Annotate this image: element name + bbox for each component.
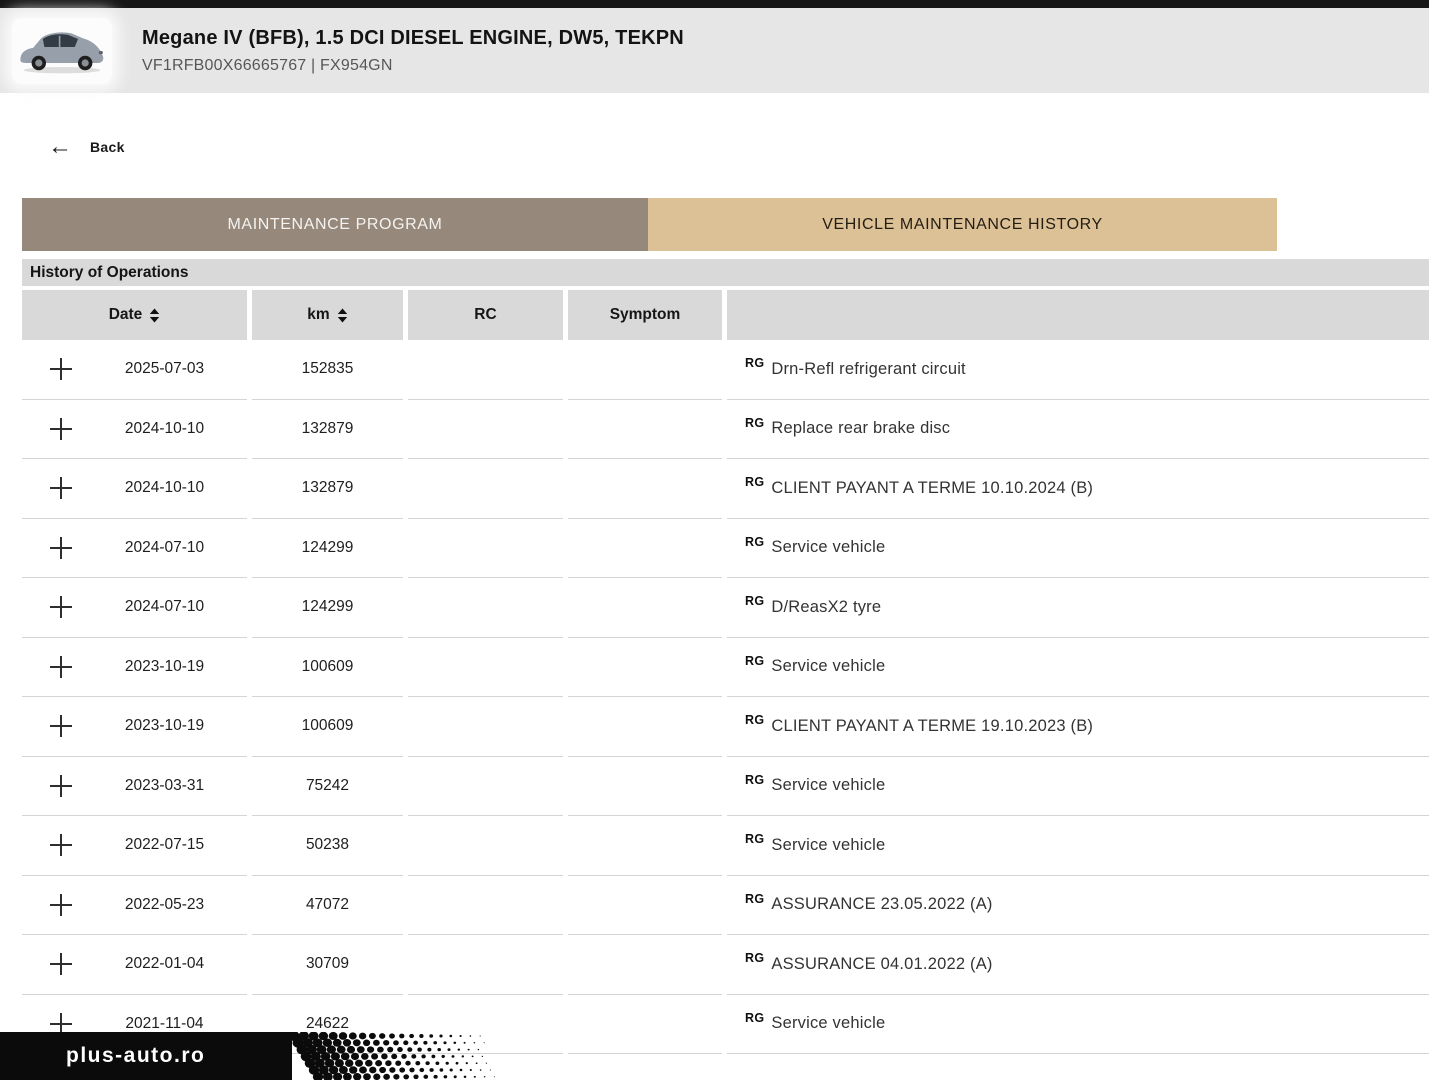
tab-bar <box>22 198 1429 251</box>
rg-tag: RG <box>745 475 765 490</box>
plus-icon <box>50 477 72 499</box>
row-description: Service vehicle <box>771 657 886 676</box>
row-symptom <box>568 638 722 698</box>
row-km: 100609 <box>301 717 354 735</box>
row-date: 2024-10-10 <box>124 419 205 437</box>
tab-maintenance-program[interactable]: MAINTENANCE PROGRAM <box>22 198 648 251</box>
table-body <box>22 340 1429 1054</box>
row-description: Service vehicle <box>771 1014 886 1033</box>
rg-tag: RG <box>745 415 765 430</box>
table-row <box>22 638 1429 698</box>
table-row <box>22 578 1429 638</box>
row-symptom <box>568 935 722 995</box>
table-row <box>22 459 1429 519</box>
row-km: 132879 <box>301 419 354 437</box>
footer-logo-bar <box>0 1032 292 1080</box>
row-rc <box>408 459 563 519</box>
expand-row-button[interactable] <box>50 477 96 499</box>
plus-icon <box>50 953 72 975</box>
row-description: Service vehicle <box>771 776 886 795</box>
column-header-description <box>727 290 1429 340</box>
plus-icon <box>50 537 72 559</box>
row-symptom <box>568 340 722 400</box>
vehicle-header <box>0 8 1429 93</box>
row-rc <box>408 519 563 579</box>
row-rc <box>408 876 563 936</box>
row-symptom <box>568 459 722 519</box>
row-description: Service vehicle <box>771 835 886 854</box>
expand-row-button[interactable] <box>50 775 96 797</box>
row-description: CLIENT PAYANT A TERME 10.10.2024 (B) <box>771 478 1094 497</box>
section-title: History of Operations <box>30 263 189 281</box>
table-row <box>22 757 1429 817</box>
sort-icon <box>149 308 160 323</box>
row-km: 24622 <box>305 1014 350 1032</box>
car-side-view-image <box>14 23 110 79</box>
column-header-symptom: Symptom <box>568 290 722 340</box>
expand-row-button[interactable] <box>50 537 96 559</box>
row-symptom <box>568 400 722 460</box>
expand-row-button[interactable] <box>50 715 96 737</box>
row-description: Service vehicle <box>771 538 886 557</box>
sort-icon <box>337 308 348 323</box>
row-rc <box>408 757 563 817</box>
row-km: 30709 <box>305 955 350 973</box>
row-km: 47072 <box>305 895 350 913</box>
row-symptom <box>568 757 722 817</box>
rg-tag: RG <box>745 1010 765 1025</box>
row-km: 132879 <box>301 479 354 497</box>
expand-row-button[interactable] <box>50 656 96 678</box>
row-symptom <box>568 519 722 579</box>
plus-icon <box>50 656 72 678</box>
row-date: 2021-11-04 <box>125 1014 204 1032</box>
row-rc <box>408 400 563 460</box>
row-rc <box>408 340 563 400</box>
row-km: 152835 <box>301 360 354 378</box>
row-rc <box>408 638 563 698</box>
expand-row-button[interactable] <box>50 418 96 440</box>
plus-icon <box>50 358 72 380</box>
table-row <box>22 876 1429 936</box>
back-label: Back <box>90 139 125 155</box>
row-km: 100609 <box>301 657 354 675</box>
row-date: 2023-03-31 <box>124 776 205 794</box>
row-symptom <box>568 816 722 876</box>
column-header-date[interactable]: Date <box>22 290 247 340</box>
row-rc <box>408 697 563 757</box>
rg-tag: RG <box>745 772 765 787</box>
row-description: ASSURANCE 23.05.2022 (A) <box>771 895 993 914</box>
expand-row-button[interactable] <box>50 834 96 856</box>
table-row <box>22 519 1429 579</box>
vehicle-thumbnail <box>12 18 112 84</box>
plus-icon <box>50 596 72 618</box>
table-row <box>22 935 1429 995</box>
table-row <box>22 697 1429 757</box>
row-date: 2023-10-19 <box>124 717 205 735</box>
vehicle-title: Megane IV (BFB), 1.5 DCI DIESEL ENGINE, DW5, TEKPN <box>142 26 684 49</box>
table-row <box>22 816 1429 876</box>
row-date: 2025-07-03 <box>124 360 205 378</box>
row-date: 2023-10-19 <box>124 657 205 675</box>
rg-tag: RG <box>745 594 765 609</box>
column-header-rc: RC <box>408 290 563 340</box>
table-header-row <box>22 290 1429 340</box>
row-symptom <box>568 697 722 757</box>
row-km: 124299 <box>301 598 354 616</box>
row-description: D/ReasX2 tyre <box>771 597 882 616</box>
row-description: ASSURANCE 04.01.2022 (A) <box>771 954 993 973</box>
row-date: 2022-05-23 <box>124 895 205 913</box>
halftone-dots-decoration <box>292 1032 542 1080</box>
rg-tag: RG <box>745 951 765 966</box>
row-date: 2024-07-10 <box>124 598 205 616</box>
rg-tag: RG <box>745 356 765 371</box>
plus-icon <box>50 418 72 440</box>
rg-tag: RG <box>745 891 765 906</box>
row-rc <box>408 935 563 995</box>
site-footer <box>0 1032 1429 1080</box>
row-date: 2022-01-04 <box>124 955 205 973</box>
row-description: Replace rear brake disc <box>771 419 951 438</box>
rg-tag: RG <box>745 713 765 728</box>
rg-tag: RG <box>745 534 765 549</box>
plus-icon <box>50 834 72 856</box>
table-row <box>22 340 1429 400</box>
rg-tag: RG <box>745 653 765 668</box>
plus-icon <box>50 775 72 797</box>
plus-icon <box>50 894 72 916</box>
row-description: Drn-Refl refrigerant circuit <box>771 359 966 378</box>
expand-row-button[interactable] <box>50 358 96 380</box>
left-arrow-icon: ← <box>48 133 72 160</box>
row-rc <box>408 816 563 876</box>
row-date: 2022-07-15 <box>124 836 205 854</box>
operations-table <box>22 290 1429 1054</box>
row-km: 75242 <box>305 776 350 794</box>
row-symptom <box>568 578 722 638</box>
expand-row-button[interactable] <box>50 953 96 975</box>
row-rc <box>408 578 563 638</box>
plus-icon <box>50 715 72 737</box>
row-symptom <box>568 876 722 936</box>
table-row <box>22 400 1429 460</box>
row-km: 124299 <box>301 538 354 556</box>
row-date: 2024-07-10 <box>124 538 205 556</box>
tab-vehicle-maintenance-history[interactable]: VEHICLE MAINTENANCE HISTORY <box>648 198 1277 251</box>
section-title-bar <box>22 259 1429 286</box>
window-top-strip <box>0 0 1429 8</box>
expand-row-button[interactable] <box>50 894 96 916</box>
expand-row-button[interactable] <box>50 596 96 618</box>
rg-tag: RG <box>745 832 765 847</box>
row-date: 2024-10-10 <box>124 479 205 497</box>
site-logo: plus-auto.ro <box>66 1044 206 1067</box>
back-button[interactable] <box>48 135 125 159</box>
vehicle-vin-plate: VF1RFB00X66665767 | FX954GN <box>142 56 393 74</box>
row-km: 50238 <box>305 836 350 854</box>
column-header-km[interactable]: km <box>252 290 403 340</box>
row-description: CLIENT PAYANT A TERME 19.10.2023 (B) <box>771 716 1094 735</box>
